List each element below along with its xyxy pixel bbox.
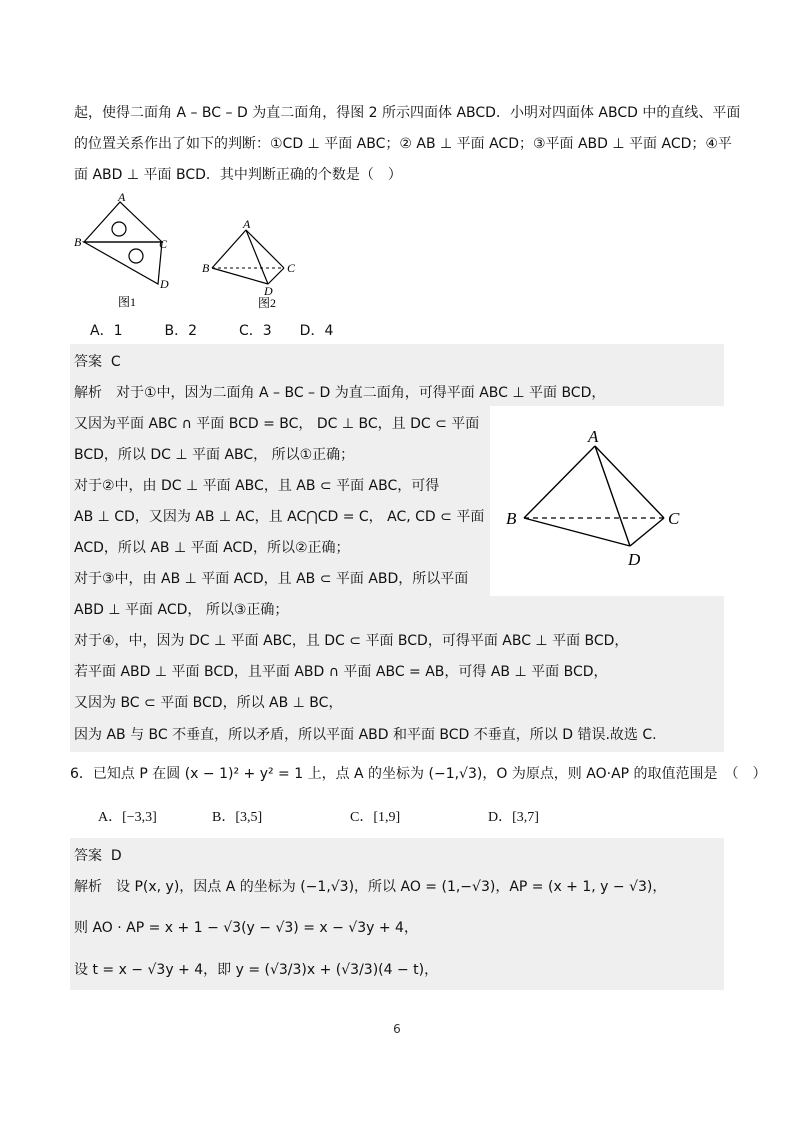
- figure-2: [200, 218, 310, 312]
- answer5-line-7: ABD ⊥ 平面 ACD， 所以③正确；: [74, 602, 289, 618]
- answer6-value: D: [110, 848, 122, 864]
- answer5-line-10: 又因为 BC ⊂ 平面 BCD，所以 AB ⊥ BC，: [74, 695, 343, 711]
- problem6-option-d: D．[3,7]: [488, 810, 539, 825]
- fig2-caption: 图2: [258, 296, 277, 310]
- fig2-label-d: D: [264, 284, 273, 298]
- answer5-line-9: 若平面 ABD ⊥ 平面 BCD，且平面 ABD ∩ 平面 ABC = AB，可得 AB ⊥ 平面 BCD，: [74, 664, 608, 680]
- answer5-bg-left: [70, 406, 490, 596]
- fig1-label-a: A: [118, 192, 126, 204]
- answer5-line-0: 解析 对于①中，因为二面角 A – BC – D 为直二面角，可得平面 ABC ⊥ 平面 BCD，: [74, 385, 606, 401]
- answer5-fig-label-a: A: [588, 427, 599, 446]
- answer5-value: C: [110, 354, 121, 370]
- answer5-fig-label-b: B: [506, 509, 517, 528]
- answer5-line-11: 因为 AB 与 BC 不垂直，所以矛盾，所以平面 ABD 和平面 BCD 不垂直，所以 D 错误.故选 C.: [74, 727, 657, 743]
- answer5-line-3: 对于②中，由 DC ⊥ 平面 ABC，且 AB ⊂ 平面 ABC，可得: [74, 478, 440, 494]
- problem6-option-c: C．[1,9]: [350, 810, 401, 825]
- answer5-label: 答案: [74, 354, 102, 370]
- fig2-label-c: C: [287, 261, 296, 275]
- answer6-line-1: 则 AO · AP = x + 1 − √3(y − √3) = x − √3y + 4，: [74, 920, 418, 936]
- page-number: 6: [393, 1022, 401, 1036]
- fig1-label-c: C: [159, 237, 168, 251]
- answer5-label-row: [74, 352, 121, 372]
- answer5-line-2: BCD，所以 DC ⊥ 平面 ABC， 所以①正确；: [74, 447, 355, 463]
- problem5-line2: 的位置关系作出了如下的判断：①CD ⊥ 平面 ABC；② AB ⊥ 平面 ACD；③平面 ABD ⊥ 平面 ACD；④平: [74, 136, 732, 152]
- problem6-option-b: B．[3,5]: [212, 810, 263, 825]
- fig1-label-d: D: [160, 277, 169, 291]
- answer5-line-1: 又因为平面 ABC ∩ 平面 BCD = BC， DC ⊥ BC，且 DC ⊂ 平面: [74, 416, 480, 432]
- problem6-stem: 6．已知点 P 在圆 (x − 1)² + y² = 1 上，点 A 的坐标为 (−1,√3)，O 为原点，则 AO·AP 的取值范围是 （ ）: [70, 766, 767, 782]
- answer5-line-6: 对于③中，由 AB ⊥ 平面 ACD，且 AB ⊂ 平面 ABD，所以平面: [74, 571, 469, 587]
- answer5-fig-label-d: D: [628, 550, 641, 569]
- problem6-option-a: A．[−3,3]: [98, 810, 157, 825]
- answer6-label: 答案: [74, 848, 102, 864]
- fig2-label-a: A: [243, 218, 251, 231]
- answer5-figure: [498, 424, 698, 574]
- fig1-label-b: B: [74, 235, 82, 249]
- answer5-fig-label-c: C: [668, 509, 680, 528]
- fig2-label-b: B: [202, 261, 210, 275]
- problem5-line3: 面 ABD ⊥ 平面 BCD．其中判断正确的个数是（ ）: [74, 167, 402, 183]
- answer5-line-8: 对于④，中，因为 DC ⊥ 平面 ABC，且 DC ⊂ 平面 BCD，可得平面 ABC ⊥ 平面 BCD，: [74, 633, 629, 649]
- answer5-line-4: AB ⊥ CD，又因为 AB ⊥ AC，且 AC⋂CD = C， AC, CD ⊂ 平面: [74, 509, 485, 525]
- fig1-caption: 图1: [118, 295, 137, 309]
- answer6-line-0: 解析 设 P(x, y)，因点 A 的坐标为 (−1,√3)，所以 AO = (1,−√3)，AP = (x + 1, y − √3)，: [74, 879, 667, 895]
- answer6-line-2: 设 t = x − √3y + 4，即 y = (√3/3)x + (√3/3)(4 − t)，: [74, 962, 439, 978]
- figure-1: [74, 192, 184, 312]
- answer5-line-5: ACD，所以 AB ⊥ 平面 ACD，所以②正确；: [74, 540, 350, 556]
- problem5-line1: 起，使得二面角 A – BC – D 为直二面角，得图 2 所示四面体 ABCD．小明对四面体 ABCD 中的直线、平面: [74, 105, 741, 121]
- answer6-label-row: [74, 846, 122, 866]
- problem5-options: A．1 B．2 C．3 D．4: [90, 323, 334, 339]
